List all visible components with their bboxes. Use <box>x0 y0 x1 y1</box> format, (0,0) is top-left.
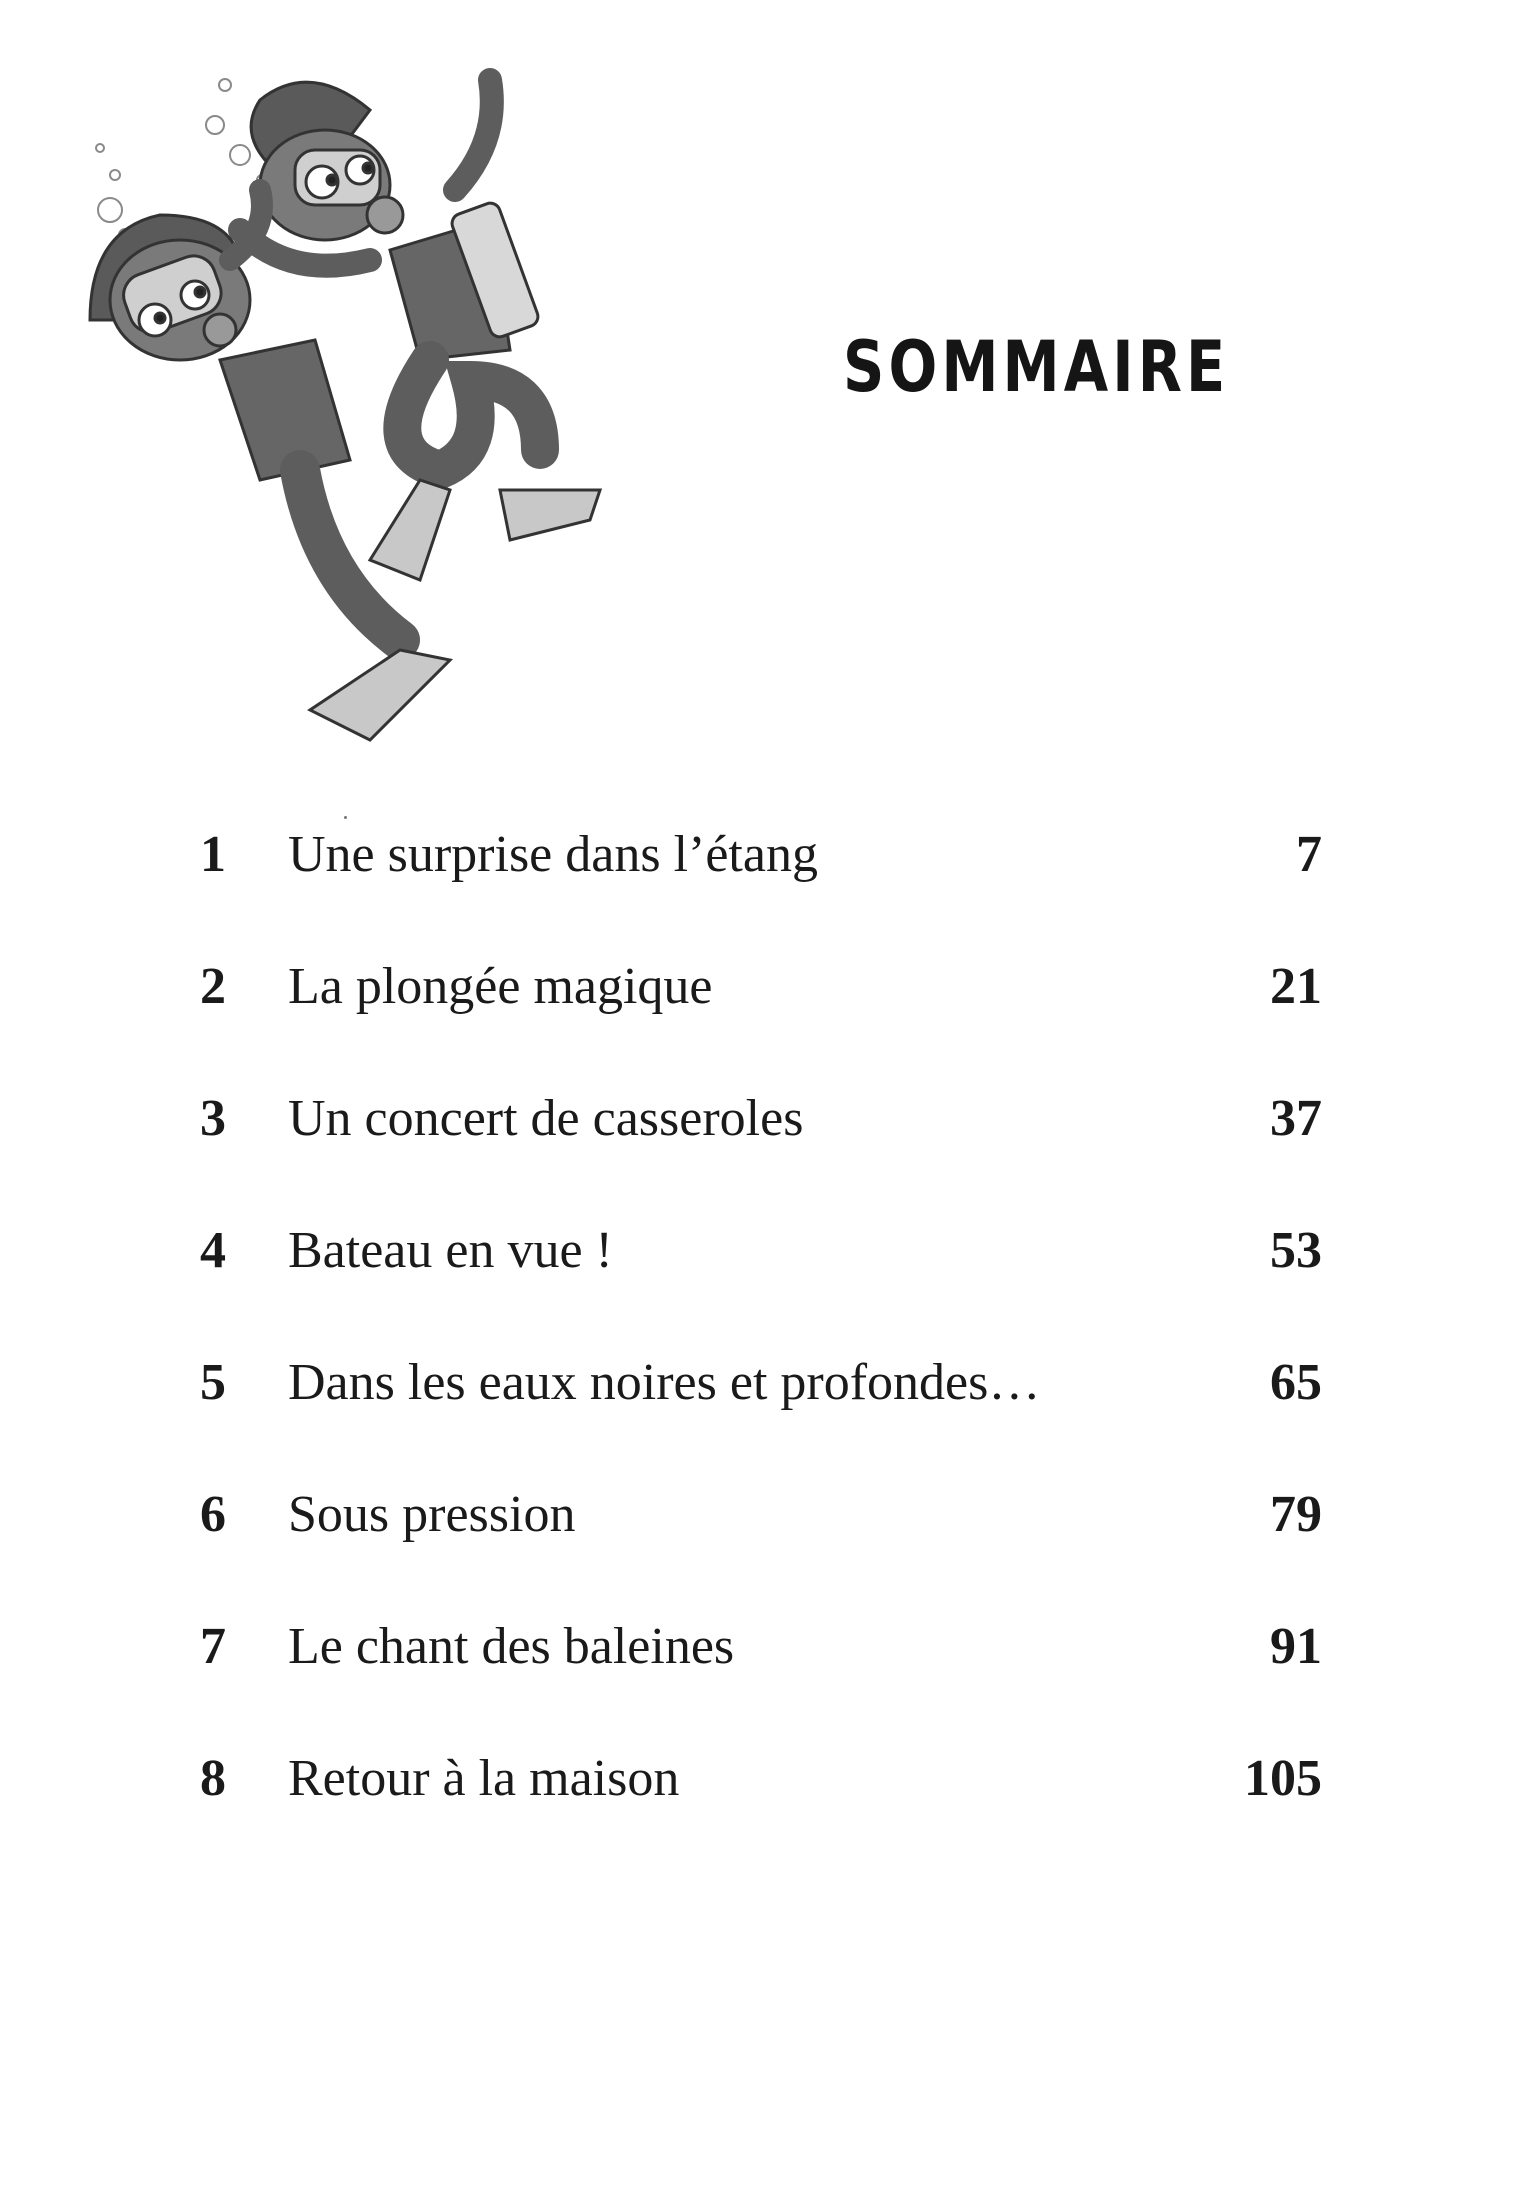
toc-entry-3[interactable] <box>200 1084 1322 1154</box>
chapter-page: 37 <box>1270 1090 1322 1147</box>
toc-entry-6[interactable] <box>200 1480 1322 1550</box>
chapter-page: 91 <box>1270 1618 1322 1675</box>
chapter-title: Une surprise dans l’étang <box>288 826 818 883</box>
divers-illustration <box>70 20 710 760</box>
chapter-page: 105 <box>1244 1750 1322 1807</box>
chapter-page: 53 <box>1270 1222 1322 1279</box>
chapter-page: 21 <box>1270 958 1322 1015</box>
chapter-page: 79 <box>1270 1486 1322 1543</box>
chapter-number: 6 <box>200 1486 226 1543</box>
chapter-title: Un concert de casseroles <box>288 1090 804 1147</box>
chapter-number: 5 <box>200 1354 226 1411</box>
chapter-title: Retour à la maison <box>288 1750 680 1807</box>
chapter-title: Sous pression <box>288 1486 576 1543</box>
chapter-page: 7 <box>1296 826 1322 883</box>
chapter-title: Le chant des baleines <box>288 1618 735 1675</box>
chapter-number: 8 <box>200 1750 226 1807</box>
chapter-number: 7 <box>200 1618 226 1675</box>
toc-entry-1[interactable] <box>200 820 1322 890</box>
chapter-number: 3 <box>200 1090 226 1147</box>
chapter-title: Dans les eaux noires et profondes… <box>288 1354 1041 1411</box>
toc-entry-8[interactable] <box>200 1744 1322 1814</box>
stray-mark <box>344 816 347 819</box>
bubble-icon <box>219 79 231 91</box>
chapter-number: 4 <box>200 1222 226 1279</box>
chapter-title: Bateau en vue ! <box>288 1222 613 1279</box>
chapter-title: La plongée magique <box>288 958 713 1015</box>
chapter-number: 1 <box>200 826 226 883</box>
chapter-page: 65 <box>1270 1354 1322 1411</box>
toc-entry-4[interactable] <box>200 1216 1322 1286</box>
page-title: SOMMAIRE <box>843 326 1230 408</box>
chapter-number: 2 <box>200 958 226 1015</box>
toc-entry-5[interactable] <box>200 1348 1322 1418</box>
toc-entry-2[interactable] <box>200 952 1322 1022</box>
toc-entry-7[interactable] <box>200 1612 1322 1682</box>
